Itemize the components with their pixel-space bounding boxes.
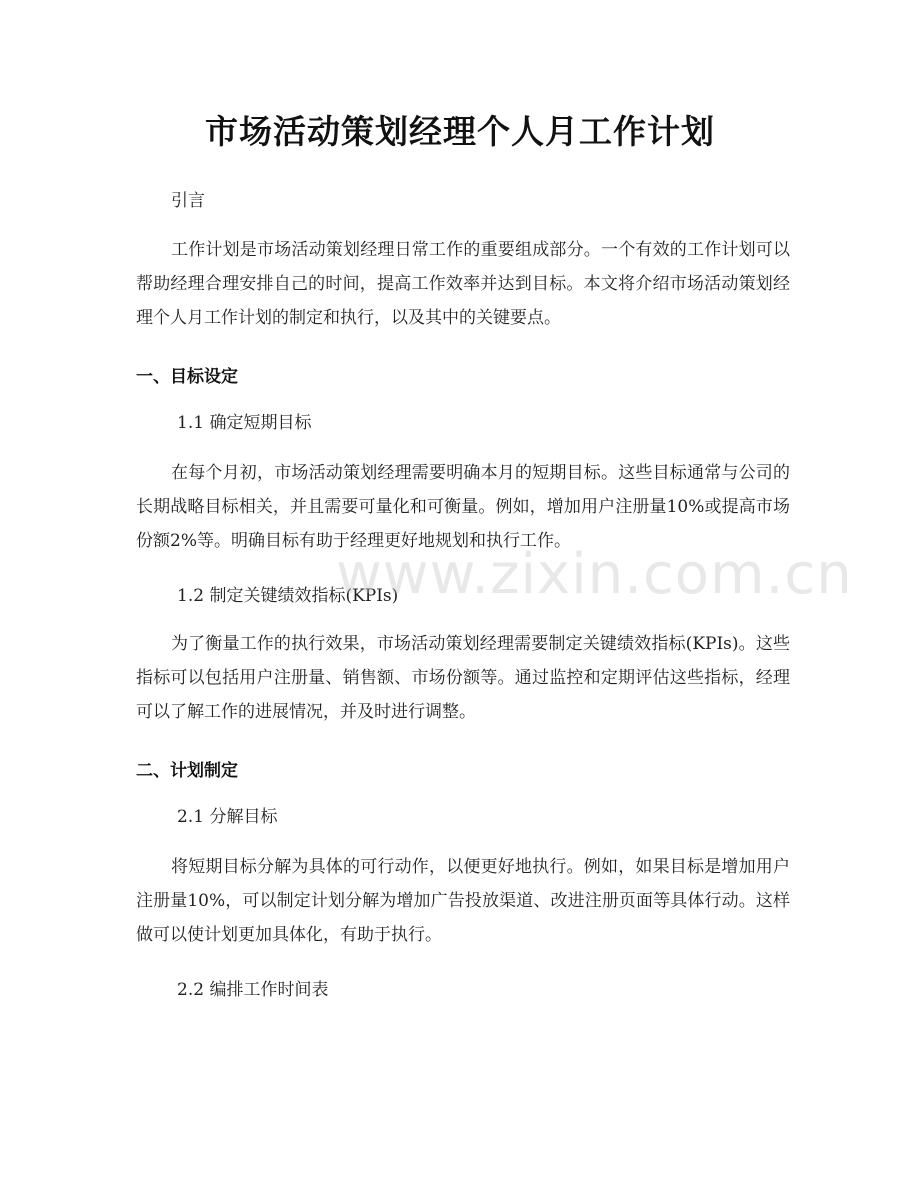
section1-heading: 一、目标设定: [136, 367, 238, 387]
watermark-text: www.zixin.com.cn: [336, 542, 853, 607]
intro-paragraph: 工作计划是市场活动策划经理日常工作的重要组成部分。一个有效的工作计划可以帮助经理合理安排自己的时间，提高工作效率并达到目标。本文将介绍市场活动策划经理个人月工作计划的制定和执行，以及其中的关键要点。: [136, 240, 790, 328]
section2-sub2-heading: 2.2 编排工作时间表: [177, 980, 329, 1000]
section2-sub1-heading: 2.1 分解目标: [177, 807, 278, 827]
section2-heading: 二、计划制定: [136, 761, 238, 781]
section2-sub1-paragraph: 将短期目标分解为具体的可行动作，以便更好地执行。例如，如果目标是增加用户注册量10%，可以制定计划分解为增加广告投放渠道、改进注册页面等具体行动。这样做可以使计划更加具体化，有助于执行。: [136, 857, 790, 945]
section1-sub1-paragraph: 在每个月初，市场活动策划经理需要明确本月的短期目标。这些目标通常与公司的长期战略目标相关，并且需要可量化和可衡量。例如，增加用户注册量10%或提高市场份额2%等。明确目标有助于经理更好地规划和执行工作。: [136, 463, 790, 551]
document-title: 市场活动策划经理个人月工作计划: [205, 112, 715, 151]
intro-heading: 引言: [171, 191, 205, 211]
section1-sub1-heading: 1.1 确定短期目标: [177, 413, 312, 433]
section1-sub2-paragraph: 为了衡量工作的执行效果，市场活动策划经理需要制定关键绩效指标(KPIs)。这些指标可以包括用户注册量、销售额、市场份额等。通过监控和定期评估这些指标，经理可以了解工作的进展情况，并及时进行调整。: [136, 634, 790, 722]
section1-sub2-heading: 1.2 制定关键绩效指标(KPIs): [177, 586, 399, 606]
